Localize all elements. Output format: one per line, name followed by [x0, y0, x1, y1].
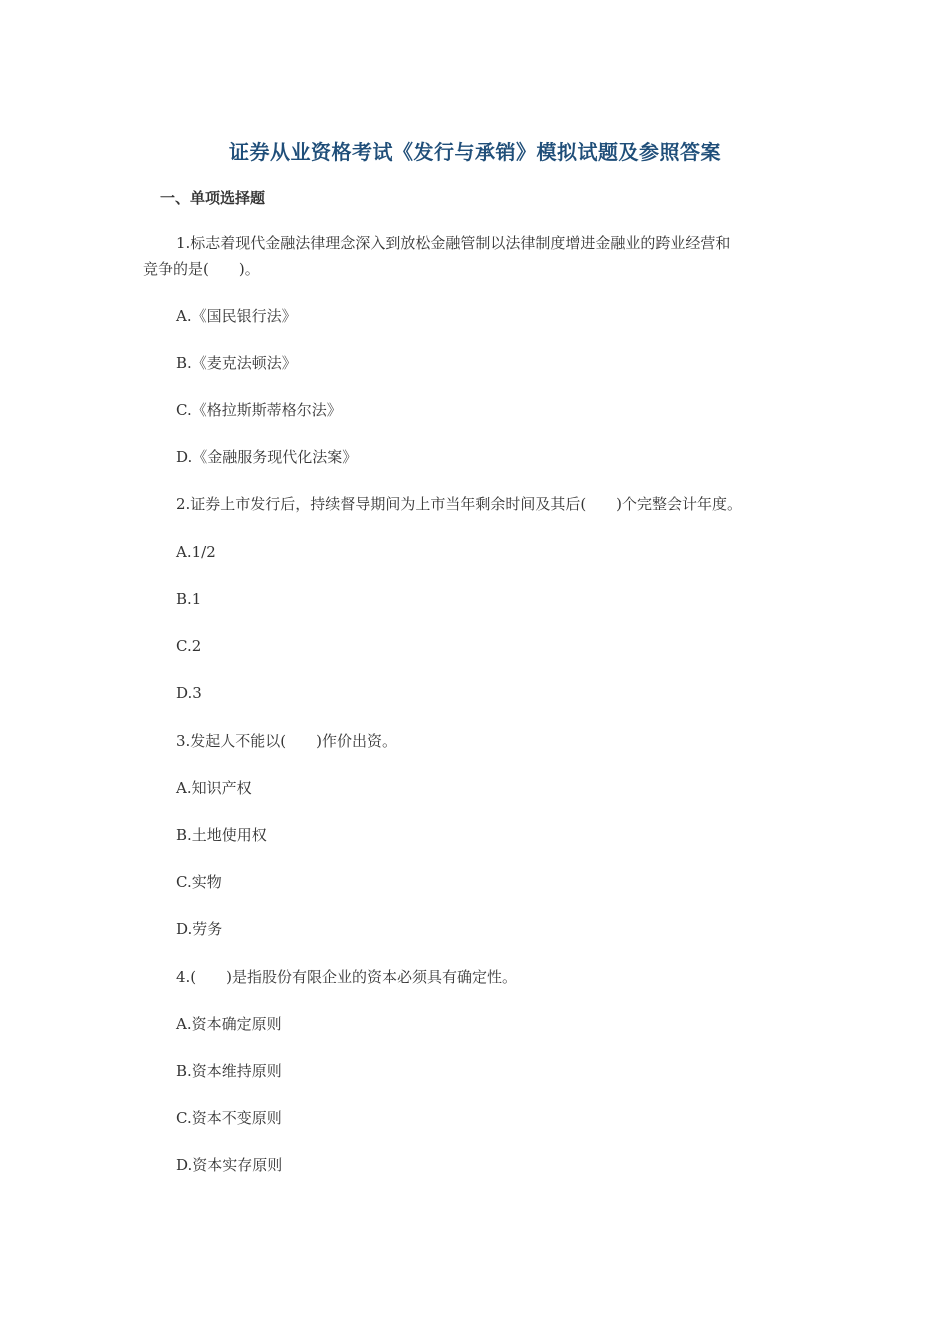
question-4-stem: 4.( )是指股份有限企业的资本必须具有确定性。 — [176, 968, 518, 986]
question-1-stem-line2: 竞争的是( )。 — [143, 260, 260, 278]
question-3-option-c: C.实物 — [176, 873, 222, 891]
question-2-option-d: D.3 — [176, 684, 202, 702]
question-1-stem-line1: 1.标志着现代金融法律理念深入到放松金融管制以法律制度增进金融业的跨业经营和 — [176, 234, 731, 252]
question-3-stem: 3.发起人不能以( )作价出资。 — [176, 732, 398, 750]
question-2-stem: 2.证券上市发行后，持续督导期间为上市当年剩余时间及其后( )个完整会计年度。 — [176, 495, 743, 513]
question-4-option-b: B.资本维持原则 — [176, 1062, 282, 1080]
question-3-option-b: B.土地使用权 — [176, 826, 267, 844]
question-1-option-d: D.《金融服务现代化法案》 — [176, 448, 358, 466]
question-2-option-a: A.1/2 — [176, 543, 216, 561]
document-title: 证券从业资格考试《发行与承销》模拟试题及参照答案 — [229, 140, 721, 164]
question-1-option-c: C.《格拉斯斯蒂格尔法》 — [176, 401, 342, 419]
question-3-option-a: A.知识产权 — [176, 779, 252, 797]
question-1-option-b: B.《麦克法顿法》 — [176, 354, 297, 372]
question-1-option-a: A.《国民银行法》 — [176, 307, 297, 325]
question-2-option-c: C.2 — [176, 637, 202, 655]
question-4-option-d: D.资本实存原则 — [176, 1156, 283, 1174]
question-4-option-c: C.资本不变原则 — [176, 1109, 282, 1127]
question-2-option-b: B.1 — [176, 590, 202, 608]
question-4-option-a: A.资本确定原则 — [176, 1015, 282, 1033]
section-heading: 一、单项选择题 — [160, 189, 266, 207]
question-3-option-d: D.劳务 — [176, 920, 223, 938]
